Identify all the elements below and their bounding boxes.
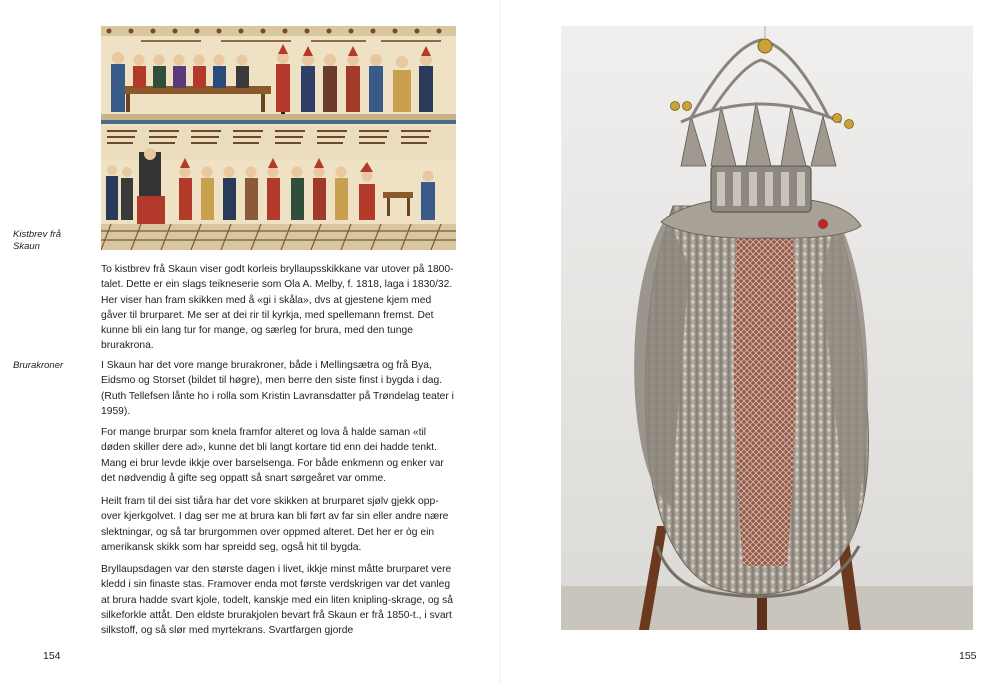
paragraph-bryllaupsdagen: Bryllaupsdagen var den største dagen i livet, ikkje minst måtte brurparet vere kledd i sin finaste stas. Framover enda mot første verdskrigen var det vanleg at brura hadde svart kjole, todelt, kanskje med ein liten knipling-skrage, og så silkeforkle attåt. Den eldste brurakjolen bevart frå Skaun er frå 1850-t., i svart silkstoff, og så slør med myrtekrans. Svartfargen gjorde xyxy=(101,564,454,637)
side-label-kistbrev: Kistbrev frå Skaun xyxy=(13,229,62,252)
right-page xyxy=(500,0,1000,684)
bridal-crown-photo xyxy=(561,26,973,630)
paragraph-kjerkgolvet: Heilt fram til dei sist tiåra har det vore skikken at brurparet sjølv gjekk opp-over kjerkgolvet. I dag ser me at brura kan bli ført av far sin eller andre nære slektningar, og så tar brurgommen over oppmed alteret. Det her er òg ein amerikansk skikk som har spreidd seg, også hit til bygda. xyxy=(101,496,449,553)
page-number-left: 154 xyxy=(43,650,61,662)
paragraph-brurakroner: I Skaun har det vore mange brurakroner, både i Mellingsætra og frå Bya, Eidsmo og Storset (bildet til høgre), men berre den siste finst i bygda i dag. (Ruth Tellefsen lånte ho i rolla som Kristin Lavransdatter på Trøndelag teater i 1959). xyxy=(101,360,454,417)
paragraph-kistbrev: To kistbrev frå Skaun viser godt korleis bryllaupsskikkane var utover på 1800-talet. Dette er ein slags teikneserie som Ola A. Melby, f. 1818, laga i 1830/32. Her viser han fram skikken med å «gi i skåla», dvs at gjestene kjem med gåver til brurparet. Me ser at dei rir til kyrkja, med spellemann fremst. Det kunne bli ein lang tur for mange, og særleg for brura, med den tunge brurakrona. xyxy=(101,264,454,352)
page-number-right: 155 xyxy=(959,650,977,662)
side-label-brurakroner: Brurakroner xyxy=(13,360,64,371)
kistbrev-illustration xyxy=(101,26,456,250)
paragraph-brurpar: For mange brurpar som knela framfor alteret og lova å halde saman «til døden skiller dere ad», kunne det bli langt kortare tid enn dei hadde tenkt. Mang ei brur levde ikkje over barselsenga. For både enkmenn og enker var det nødvendig å gifte seg oppatt så snart sørgeåret var omme. xyxy=(101,427,444,484)
